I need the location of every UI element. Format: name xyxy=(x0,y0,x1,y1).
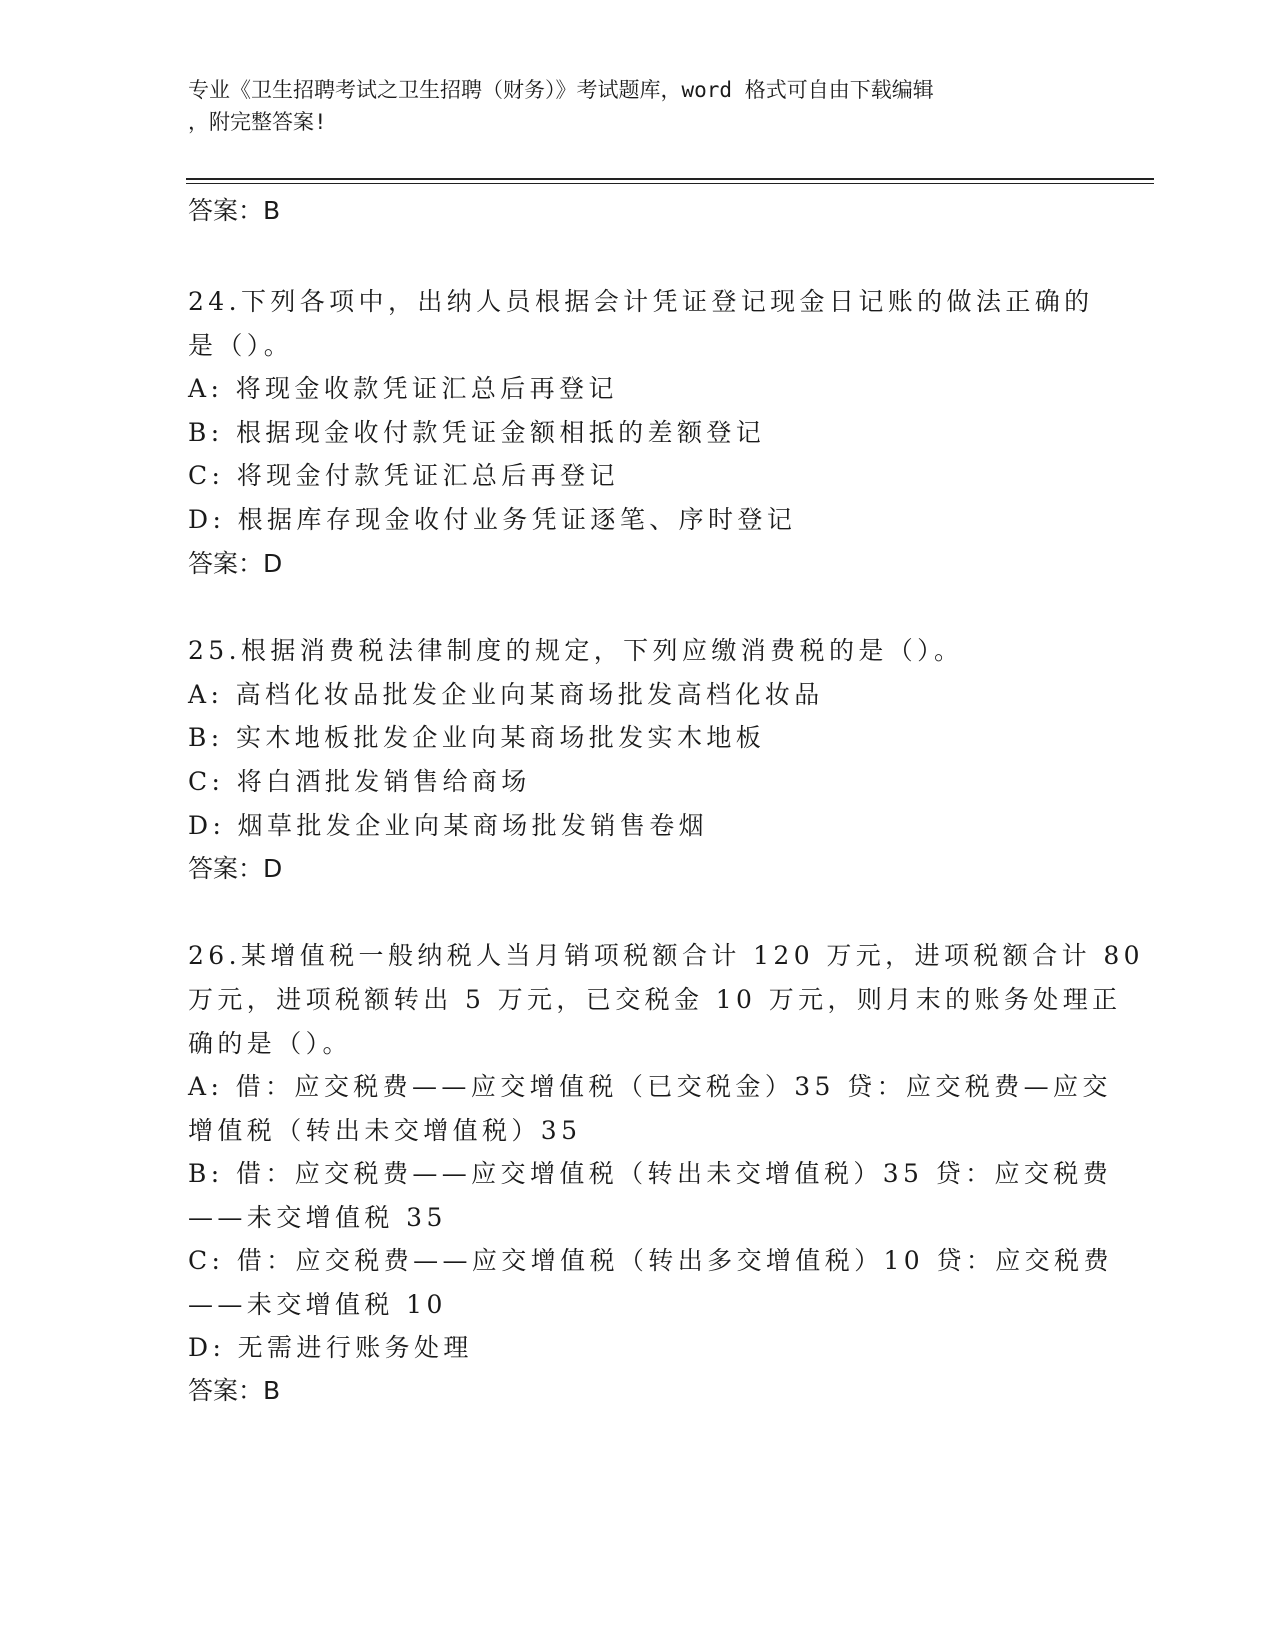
option-a: A: 借：应交税费——应交增值税（已交税金）35 贷：应交税费—应交 xyxy=(188,1072,1112,1101)
answer: 答案：D xyxy=(188,854,283,883)
question-stem-line: 26.某增值税一般纳税人当月销项税额合计 120 万元，进项税额合计 80 xyxy=(188,941,1144,970)
option-a: A: 高档化妆品批发企业向某商场批发高档化妆品 xyxy=(188,680,824,709)
answer: 答案：B xyxy=(188,1376,281,1405)
answer-prev: 答案：B xyxy=(188,196,281,225)
question-stem-line: 24.下列各项中，出纳人员根据会计凭证登记现金日记账的做法正确的 xyxy=(188,287,1094,316)
option-b: B: 借：应交税费——应交增值税（转出未交增值税）35 贷：应交税费 xyxy=(188,1159,1113,1188)
option-c: C: 将现金付款凭证汇总后再登记 xyxy=(188,461,619,490)
option-d: D: 根据库存现金收付业务凭证逐笔、序时登记 xyxy=(188,505,797,534)
option-c: C: 将白酒批发销售给商场 xyxy=(188,767,531,796)
header-line-1: 专业《卫生招聘考试之卫生招聘（财务）》考试题库，word 格式可自由下载编辑 xyxy=(188,78,934,102)
header-divider-thick xyxy=(186,178,1154,180)
question-stem-line: 确的是（）。 xyxy=(188,1029,352,1058)
question-stem-line: 是（）。 xyxy=(188,331,294,360)
option-d: D: 烟草批发企业向某商场批发销售卷烟 xyxy=(188,811,709,840)
option-a-cont: 增值税（转出未交增值税）35 xyxy=(188,1116,582,1145)
question-stem-line: 万元，进项税额转出 5 万元，已交税金 10 万元，则月末的账务处理正 xyxy=(188,985,1122,1014)
question-stem-line: 25.根据消费税法律制度的规定，下列应缴消费税的是（）。 xyxy=(188,636,964,665)
answer: 答案：D xyxy=(188,549,283,578)
header-line-2: ，附完整答案! xyxy=(188,110,327,134)
option-c-cont: ——未交增值税 10 xyxy=(188,1290,447,1319)
header-divider-thin xyxy=(186,183,1154,184)
option-d: D: 无需进行账务处理 xyxy=(188,1333,473,1362)
document-header xyxy=(188,74,1088,138)
option-a: A: 将现金收款凭证汇总后再登记 xyxy=(188,374,618,403)
option-b: B: 根据现金收付款凭证金额相抵的差额登记 xyxy=(188,418,766,447)
option-c: C: 借：应交税费——应交增值税（转出多交增值税）10 贷：应交税费 xyxy=(188,1246,1113,1275)
option-b: B: 实木地板批发企业向某商场批发实木地板 xyxy=(188,723,766,752)
option-b-cont: ——未交增值税 35 xyxy=(188,1203,447,1232)
